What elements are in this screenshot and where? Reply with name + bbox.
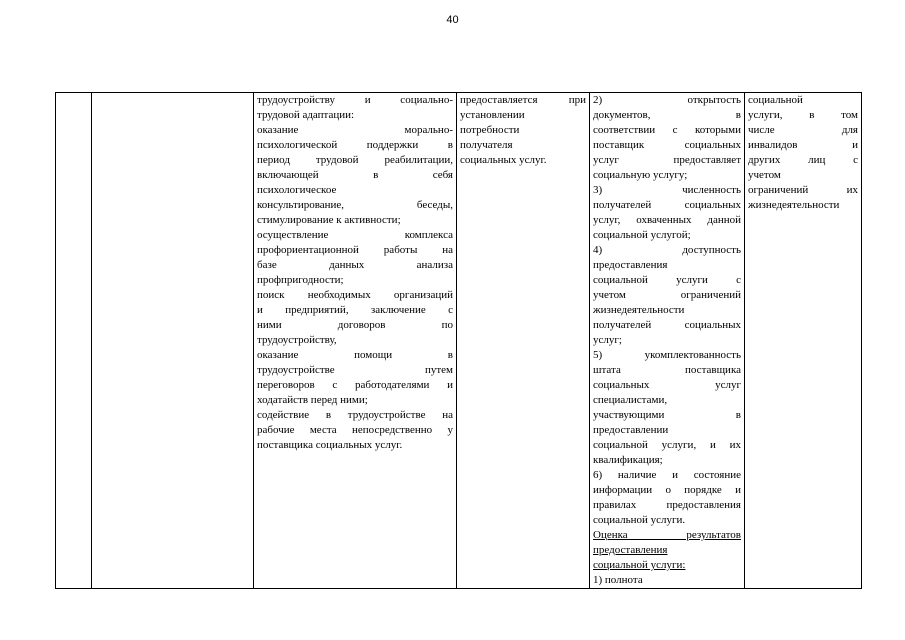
cell-quality-indicators <box>590 93 745 589</box>
text-line: психологической поддержки в <box>257 139 453 151</box>
text-line: социальной <box>748 94 803 106</box>
cell-service-terms <box>457 93 590 589</box>
text-line: учетом <box>748 169 781 181</box>
text-line: документов, в <box>593 109 741 121</box>
text-line: оказание морально- <box>257 124 453 136</box>
text-line: переговоров с работодателями и <box>257 379 453 391</box>
text-line: трудоустройстве путем <box>257 364 453 376</box>
text-line: жизнедеятельности <box>593 304 685 316</box>
text-line: стимулирование к активности; <box>257 214 401 226</box>
text-line: предоставления <box>593 259 668 271</box>
text-line: содействие в трудоустройстве на <box>257 409 453 421</box>
text-line: квалификация; <box>593 454 663 466</box>
cell-number <box>56 93 92 589</box>
text-line: оказание помощи в <box>257 349 453 361</box>
cell-conditions <box>745 93 862 589</box>
text-line: рабочие места непосредственно у <box>257 424 453 436</box>
text-line: поиск необходимых организаций <box>257 289 453 301</box>
text-line: 5) укомплектованность <box>593 349 741 361</box>
text-line: социальной услуги, и их <box>593 439 741 451</box>
text-line: осуществление комплекса <box>257 229 453 241</box>
text-line: и предприятий, заключение с <box>257 304 453 316</box>
text-line: 2) открытость <box>593 94 741 106</box>
text-line: других лиц с <box>748 154 858 166</box>
text-line: получателей социальных <box>593 199 741 211</box>
text-line: поставщика социальных услуг. <box>257 439 403 451</box>
text-line: штата поставщика <box>593 364 741 376</box>
table-row <box>56 93 862 589</box>
text-line: услуги, в том <box>748 109 858 121</box>
text-line: поставщик социальных <box>593 139 741 151</box>
text-line: предоставлении <box>593 424 669 436</box>
text-line: участвующими в <box>593 409 741 421</box>
text-line: 3) численность <box>593 184 741 196</box>
text-line: социальной услуги. <box>593 514 686 526</box>
text-line: период трудовой реабилитации, <box>257 154 453 166</box>
text-line: Оценка результатов <box>593 529 741 541</box>
text-line: инвалидов и <box>748 139 858 151</box>
text-line: 4) доступность <box>593 244 741 256</box>
text-line: предоставляется при <box>460 94 586 106</box>
text-line: учетом ограничений <box>593 289 741 301</box>
text-line: профпригодности; <box>257 274 344 286</box>
text-line: потребности <box>460 124 520 136</box>
text-line: услуг, охваченных данной <box>593 214 741 226</box>
text-line: социальную услугу; <box>593 169 688 181</box>
page-number: 40 <box>446 14 459 26</box>
text-line: ними договоров по <box>257 319 453 331</box>
text-line: социальной услугой; <box>593 229 691 241</box>
text-line: получателя <box>460 139 513 151</box>
text-line: жизнедеятельности <box>748 199 840 211</box>
text-line: правилах предоставления <box>593 499 741 511</box>
text-line: ограничений их <box>748 184 858 196</box>
text-line: психологическое <box>257 184 337 196</box>
text-line: услуг предоставляет <box>593 154 741 166</box>
text-line: социальных услуг <box>593 379 741 391</box>
text-line: социальной услуги с <box>593 274 741 286</box>
text-line: социальной услуги: <box>593 559 686 571</box>
text-line: соответствии с которыми <box>593 124 741 136</box>
text-line: предоставления <box>593 544 668 556</box>
text-line: включающей в себя <box>257 169 453 181</box>
text-line: установлении <box>460 109 525 121</box>
text-line: консультирование, беседы, <box>257 199 453 211</box>
text-line: услуг; <box>593 334 622 346</box>
text-line: трудовой адаптации: <box>257 109 355 121</box>
text-line: трудоустройству, <box>257 334 337 346</box>
cell-service-name <box>92 93 254 589</box>
text-line: числе для <box>748 124 858 136</box>
text-line: 1) полнота <box>593 574 643 586</box>
text-line: трудоустройству и социально- <box>257 94 453 106</box>
text-line: 6) наличие и состояние <box>593 469 741 481</box>
text-line: базе данных анализа <box>257 259 453 271</box>
text-line: специалистами, <box>593 394 668 406</box>
document-table <box>55 92 862 589</box>
text-line: информации о порядке и <box>593 484 741 496</box>
text-line: социальных услуг. <box>460 154 547 166</box>
cell-service-description <box>254 93 457 589</box>
text-line: ходатайств перед ними; <box>257 394 368 406</box>
text-line: получателей социальных <box>593 319 741 331</box>
text-line: профориентационной работы на <box>257 244 453 256</box>
